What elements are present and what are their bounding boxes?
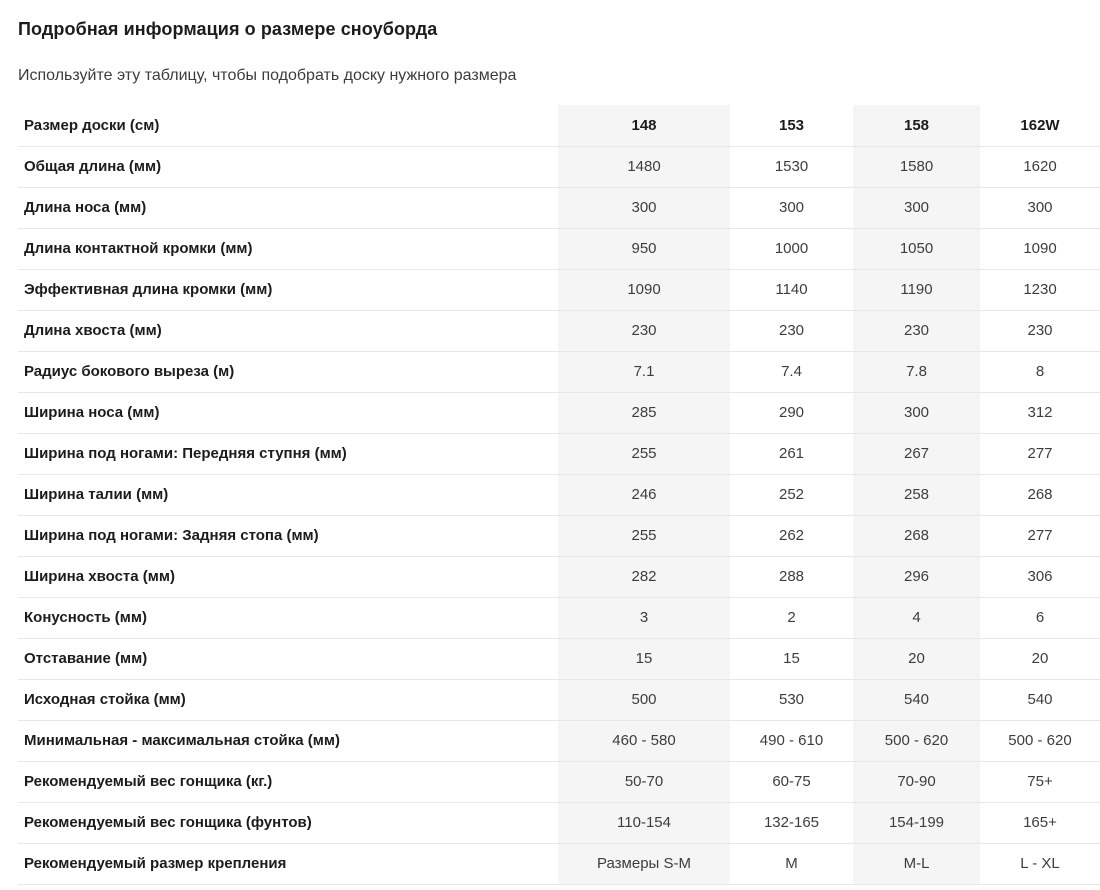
spec-label: Эффективная длина кромки (мм)	[18, 269, 558, 310]
spec-value: 8	[980, 351, 1100, 392]
table-row	[18, 802, 1100, 843]
spec-value: 7.8	[853, 351, 980, 392]
spec-value: 261	[730, 433, 853, 474]
spec-label: Длина носа (мм)	[18, 187, 558, 228]
spec-label: Радиус бокового выреза (м)	[18, 351, 558, 392]
spec-value: 75+	[980, 761, 1100, 802]
spec-value: 252	[730, 474, 853, 515]
spec-value: 230	[730, 310, 853, 351]
spec-value: 15	[730, 638, 853, 679]
column-header-size: 162W	[980, 105, 1100, 146]
spec-value: 3	[558, 597, 730, 638]
spec-value: 255	[558, 433, 730, 474]
spec-value: 267	[853, 433, 980, 474]
spec-value: 132-165	[730, 802, 853, 843]
spec-value: 255	[558, 515, 730, 556]
spec-label: Рекомендуемый вес гонщика (кг.)	[18, 761, 558, 802]
spec-value: 300	[853, 392, 980, 433]
table-row	[18, 433, 1100, 474]
spec-label: Ширина под ногами: Задняя стопа (мм)	[18, 515, 558, 556]
table-row	[18, 392, 1100, 433]
spec-label: Ширина носа (мм)	[18, 392, 558, 433]
table-row	[18, 351, 1100, 392]
table-row	[18, 638, 1100, 679]
spec-value: 300	[853, 187, 980, 228]
spec-value: 165+	[980, 802, 1100, 843]
spec-label: Рекомендуемый размер крепления	[18, 843, 558, 884]
table-row	[18, 720, 1100, 761]
spec-value: 312	[980, 392, 1100, 433]
spec-value: 1480	[558, 146, 730, 187]
spec-value: 110-154	[558, 802, 730, 843]
spec-value: 290	[730, 392, 853, 433]
spec-value: 15	[558, 638, 730, 679]
table-header	[18, 105, 1100, 146]
spec-value: 154-199	[853, 802, 980, 843]
spec-label: Конусность (мм)	[18, 597, 558, 638]
table-body	[18, 146, 1100, 884]
spec-value: 1090	[980, 228, 1100, 269]
snowboard-size-table	[18, 105, 1100, 885]
spec-value: 282	[558, 556, 730, 597]
spec-value: 285	[558, 392, 730, 433]
spec-value: 500 - 620	[980, 720, 1100, 761]
spec-label: Ширина талии (мм)	[18, 474, 558, 515]
spec-value: 268	[853, 515, 980, 556]
table-row	[18, 843, 1100, 884]
spec-value: 540	[980, 679, 1100, 720]
spec-value: 1530	[730, 146, 853, 187]
table-row	[18, 679, 1100, 720]
spec-value: 540	[853, 679, 980, 720]
row-header-label: Размер доски (см)	[18, 105, 558, 146]
spec-value: 1190	[853, 269, 980, 310]
spec-value: 288	[730, 556, 853, 597]
spec-label: Исходная стойка (мм)	[18, 679, 558, 720]
spec-value: 4	[853, 597, 980, 638]
spec-label: Ширина под ногами: Передняя ступня (мм)	[18, 433, 558, 474]
table-row	[18, 515, 1100, 556]
table-row	[18, 310, 1100, 351]
column-header-size: 148	[558, 105, 730, 146]
spec-value: 300	[730, 187, 853, 228]
spec-value: 20	[853, 638, 980, 679]
page-title: Подробная информация о размере сноуборда	[18, 19, 438, 39]
column-header-size: 158	[853, 105, 980, 146]
table-row	[18, 228, 1100, 269]
spec-value: 296	[853, 556, 980, 597]
column-header-size: 153	[730, 105, 853, 146]
spec-value: 262	[730, 515, 853, 556]
spec-label: Длина контактной кромки (мм)	[18, 228, 558, 269]
spec-value: 300	[558, 187, 730, 228]
table-row	[18, 269, 1100, 310]
spec-value: M	[730, 843, 853, 884]
table-row	[18, 761, 1100, 802]
table-description: Используйте эту таблицу, чтобы подобрать доску нужного размера	[18, 67, 517, 84]
spec-label: Рекомендуемый вес гонщика (фунтов)	[18, 802, 558, 843]
table-row	[18, 474, 1100, 515]
spec-value: 258	[853, 474, 980, 515]
spec-value: 1090	[558, 269, 730, 310]
spec-label: Отставание (мм)	[18, 638, 558, 679]
spec-value: M-L	[853, 843, 980, 884]
spec-value: 50-70	[558, 761, 730, 802]
spec-value: 500	[558, 679, 730, 720]
spec-value: 530	[730, 679, 853, 720]
spec-value: 1000	[730, 228, 853, 269]
spec-value: 7.4	[730, 351, 853, 392]
spec-value: 230	[558, 310, 730, 351]
spec-value: 1620	[980, 146, 1100, 187]
spec-value: L - XL	[980, 843, 1100, 884]
table-row	[18, 597, 1100, 638]
spec-value: 20	[980, 638, 1100, 679]
spec-value: 2	[730, 597, 853, 638]
spec-value: 1230	[980, 269, 1100, 310]
spec-value: 246	[558, 474, 730, 515]
spec-value: Размеры S-M	[558, 843, 730, 884]
spec-value: 1050	[853, 228, 980, 269]
spec-value: 1580	[853, 146, 980, 187]
spec-value: 306	[980, 556, 1100, 597]
table-row	[18, 146, 1100, 187]
table-row	[18, 556, 1100, 597]
spec-label: Общая длина (мм)	[18, 146, 558, 187]
spec-value: 60-75	[730, 761, 853, 802]
spec-value: 300	[980, 187, 1100, 228]
spec-value: 500 - 620	[853, 720, 980, 761]
spec-value: 230	[980, 310, 1100, 351]
header-row	[18, 105, 1100, 146]
spec-value: 277	[980, 515, 1100, 556]
table-row	[18, 187, 1100, 228]
spec-value: 490 - 610	[730, 720, 853, 761]
spec-value: 1140	[730, 269, 853, 310]
spec-value: 268	[980, 474, 1100, 515]
spec-value: 460 - 580	[558, 720, 730, 761]
spec-label: Минимальная - максимальная стойка (мм)	[18, 720, 558, 761]
spec-value: 230	[853, 310, 980, 351]
spec-value: 7.1	[558, 351, 730, 392]
spec-value: 6	[980, 597, 1100, 638]
spec-label: Длина хвоста (мм)	[18, 310, 558, 351]
spec-value: 277	[980, 433, 1100, 474]
spec-label: Ширина хвоста (мм)	[18, 556, 558, 597]
spec-value: 950	[558, 228, 730, 269]
spec-value: 70-90	[853, 761, 980, 802]
